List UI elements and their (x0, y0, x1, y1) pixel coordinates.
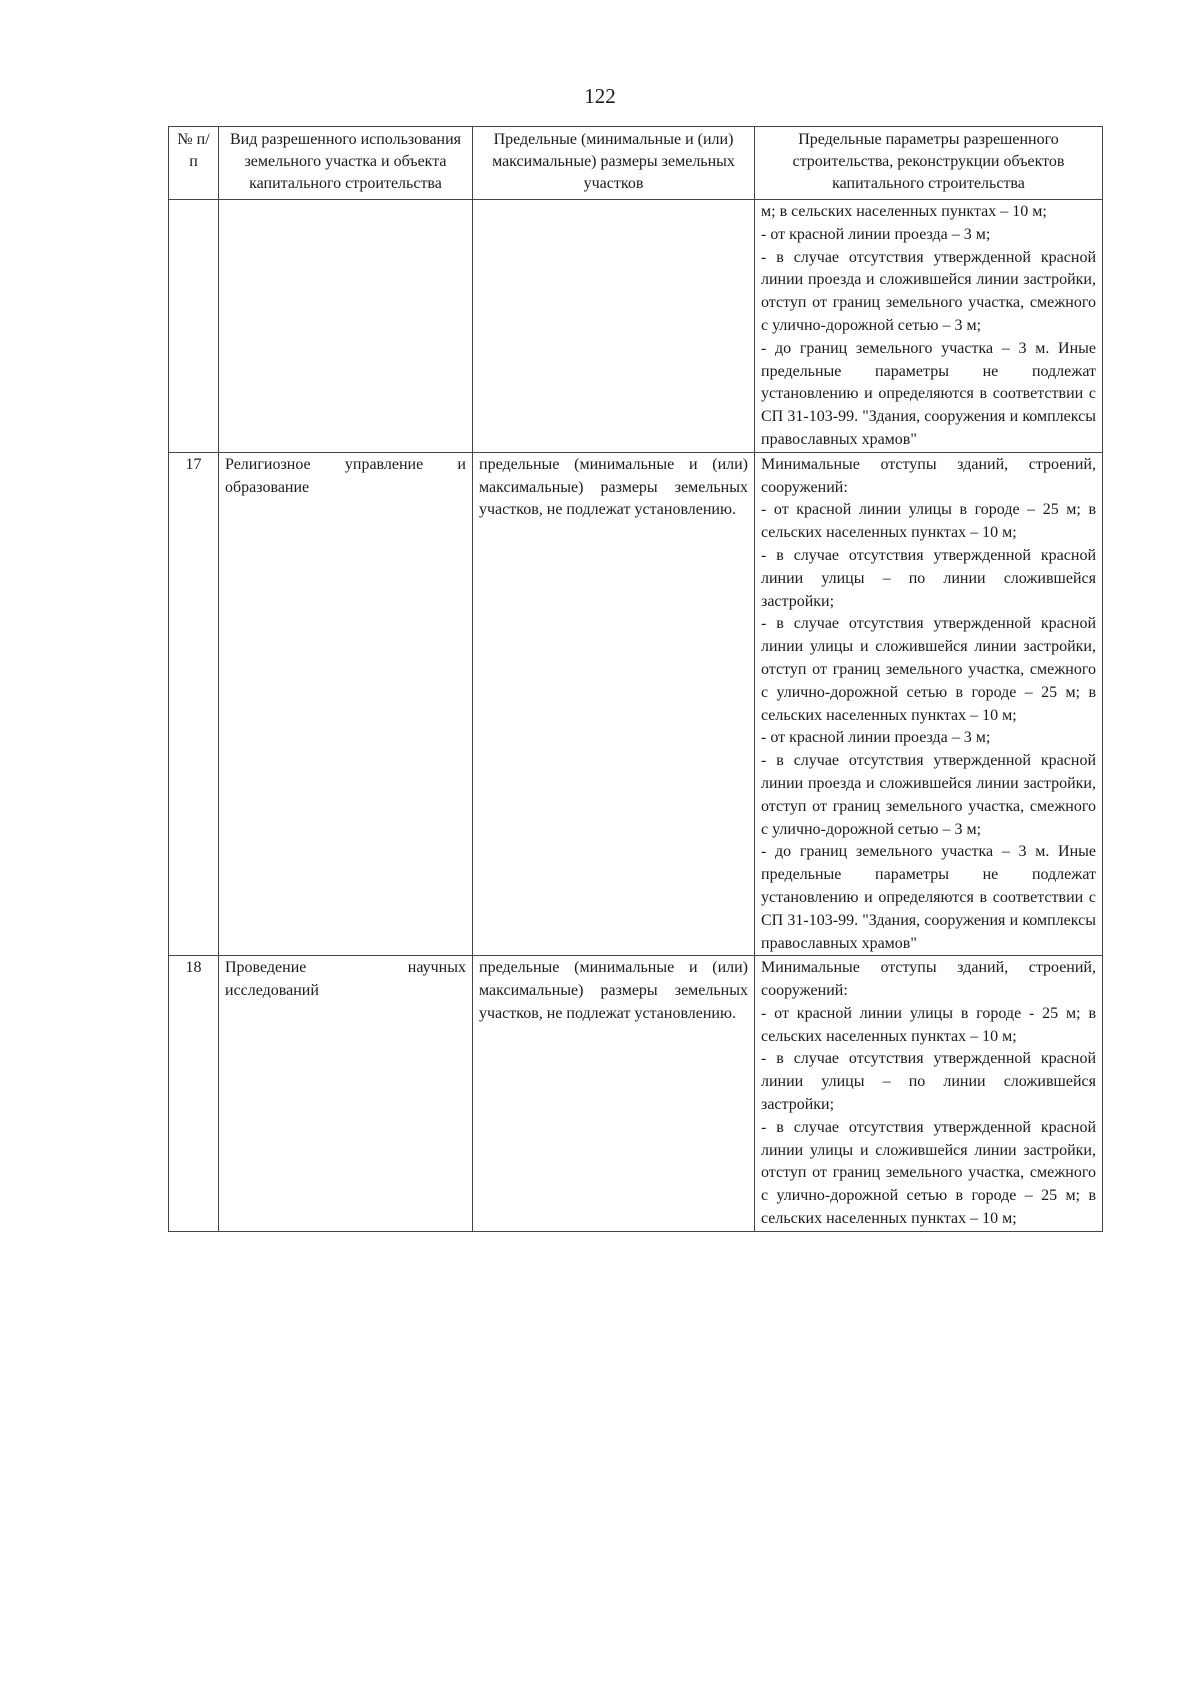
param-line: - в случае отсутствия утвержденной красной линии улицы – по линии сложившейся застройки; (761, 1050, 1096, 1114)
param-line: - в случае отсутствия утвержденной красной линии проезда и сложившейся линии застройки, отступ от границ земельного участка, смежного с улично-дорожной сетью – 3 м; (761, 248, 1096, 334)
param-line: - от красной линии проезда – 3 м; (761, 729, 991, 747)
param-line: - в случае отсутствия утвержденной красной линии проезда и сложившейся линии застройки, отступ от границ земельного участка, смежного с улично-дорожной сетью – 3 м; (761, 752, 1096, 838)
row-plot-sizes: предельные (минимальные и (или) максимальные) размеры земельных участков, не подлежат установлению. (473, 956, 755, 1232)
row-params (755, 956, 1103, 1232)
row-number: 18 (169, 956, 219, 1232)
param-line: - в случае отсутствия утвержденной красной линии улицы – по линии сложившейся застройки; (761, 546, 1096, 610)
header-plot-sizes: Предельные (минимальные и (или) максимальные) размеры земельных участков (473, 127, 755, 200)
header-params: Предельные параметры разрешенного строительства, реконструкции объектов капитального строительства (755, 127, 1103, 200)
param-line: - в случае отсутствия утвержденной красной линии улицы и сложившейся линии застройки, отступ от границ земельного участка, смежного с улично-дорожной сетью в городе – 25 м; в сельских населенных пунктах – 10 м; (761, 615, 1096, 724)
row-use-type (219, 200, 473, 453)
table-header-row (169, 127, 1103, 200)
param-line: м; в сельских населенных пунктах – 10 м; (761, 203, 1047, 220)
regulations-table (168, 126, 1103, 1232)
header-use-type: Вид разрешенного использования земельного участка и объекта капитального строительства (219, 127, 473, 200)
table-row (169, 200, 1103, 453)
table-row (169, 956, 1103, 1232)
row-number (169, 200, 219, 453)
param-line: Минимальные отступы зданий, строений, сооружений: (761, 455, 1096, 496)
row-use-type: Проведение научных исследований (219, 956, 473, 1232)
table-row (169, 452, 1103, 956)
row-use-type: Религиозное управление и образование (219, 452, 473, 956)
param-line: - в случае отсутствия утвержденной красной линии улицы и сложившейся линии застройки, отступ от границ земельного участка, смежного с улично-дорожной сетью в городе – 25 м; в сельских населенных пунктах – 10 м; (761, 1118, 1096, 1228)
row-number: 17 (169, 452, 219, 956)
row-plot-sizes: предельные (минимальные и (или) максимальные) размеры земельных участков, не подлежат установлению. (473, 452, 755, 956)
header-number: № п/п (169, 127, 219, 200)
param-line: - до границ земельного участка – 3 м. Иные предельные параметры не подлежат установлению и определяются в соответствии с СП 31-103-99. "Здания, сооружения и комплексы православных храмов" (761, 339, 1096, 448)
page-number: 122 (584, 84, 616, 108)
param-line: Минимальные отступы зданий, строений, сооружений: (761, 959, 1096, 1000)
row-params (755, 200, 1103, 453)
param-line: - до границ земельного участка – 3 м. Иные предельные параметры не подлежат установлению и определяются в соответствии с СП 31-103-99. "Здания, сооружения и комплексы православных храмов" (761, 843, 1096, 952)
row-params (755, 452, 1103, 956)
row-plot-sizes (473, 200, 755, 453)
param-line: - от красной линии улицы в городе – 25 м; в сельских населенных пунктах – 10 м; (761, 501, 1096, 542)
param-line: - от красной линии улицы в городе - 25 м; в сельских населенных пунктах – 10 м; (761, 1004, 1096, 1045)
param-line: - от красной линии проезда – 3 м; (761, 225, 991, 243)
